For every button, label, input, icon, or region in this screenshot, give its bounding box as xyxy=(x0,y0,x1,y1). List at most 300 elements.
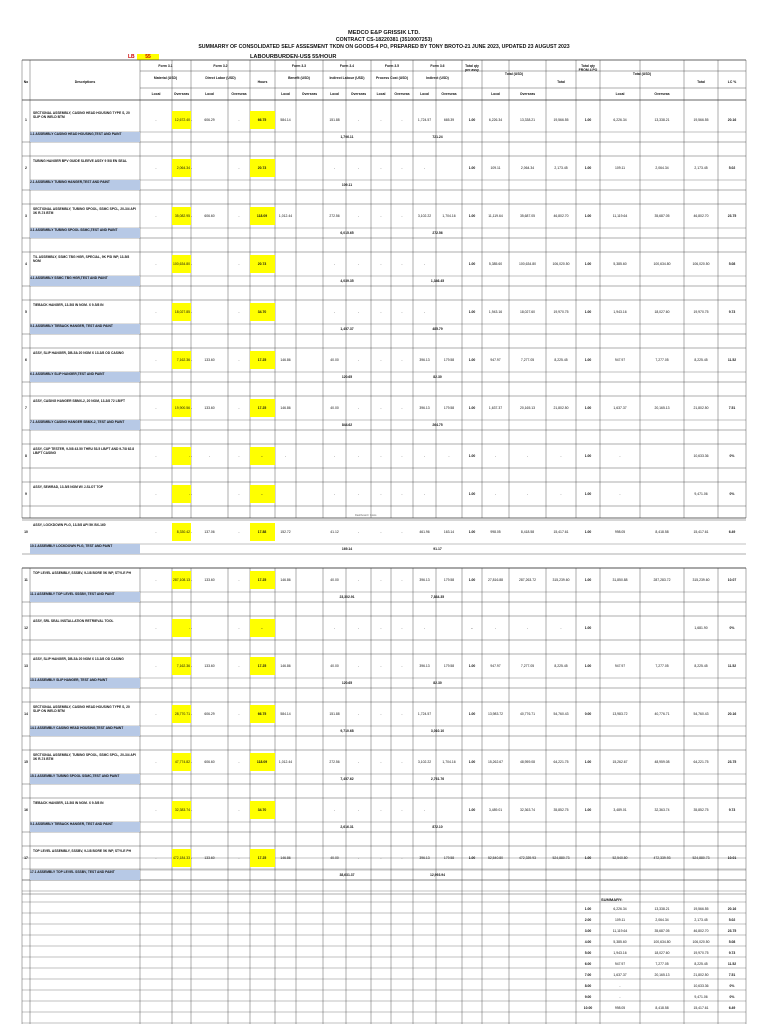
lc-percent: 0% xyxy=(729,626,735,630)
sub-assembly-label: 5.1 ASSEMBLY TIEBACK HANGER, TEST AND PAINT xyxy=(30,324,140,334)
total2-local: 52,540.80 xyxy=(612,856,628,860)
indirect-local: 396.13 xyxy=(419,664,430,668)
summary-lc: 23.75 xyxy=(727,929,737,933)
indirect-labor-local: - xyxy=(333,262,336,266)
summary-total: 10,633.36 xyxy=(693,984,709,988)
col-indirect: Indirect (USD) xyxy=(426,76,449,80)
sub-indirect-labor: 6,015.65 xyxy=(340,231,354,235)
total2-value: 315,239.60 xyxy=(692,578,710,582)
material-overseas: 12,672.40 xyxy=(174,118,190,122)
indirect-labor-local: 151.88 xyxy=(329,712,340,716)
process-local: - xyxy=(380,406,382,410)
total-overseas: 13,338.21 xyxy=(519,118,536,122)
col-process-cost: Process Cost (USD) xyxy=(375,76,409,80)
total-qty: 1.00 xyxy=(468,578,476,582)
process-overseas: - xyxy=(401,406,403,410)
total-local: - xyxy=(494,454,497,458)
item-description: TOP LEVEL ASSEMBLY, SSSBV, 9-1/8 BORE 5K WP, STYLE PH xyxy=(33,849,131,853)
sub-indirect: 7,834.35 xyxy=(430,595,445,599)
row-number: 2 xyxy=(25,166,27,170)
sub-assembly-label: 15.1 ASSEMBLY TUBING SPOOL SSMC,TEST AND PAINT xyxy=(30,774,140,784)
col-no: No xyxy=(23,80,29,84)
material-overseas: 35,082.95 xyxy=(174,214,190,218)
total2-overseas: 2,064.34 xyxy=(655,166,669,170)
direct-labor-overseas: - xyxy=(238,808,240,812)
total2-overseas: 7,277.05 xyxy=(655,664,669,668)
total-value: 64,221.75 xyxy=(553,760,569,764)
labour-burden-label: LABOURBURDEN-US$ 55/HOUR xyxy=(250,54,337,60)
process-local: - xyxy=(380,454,382,458)
total-local: 947.97 xyxy=(490,358,501,362)
total-qty-po: 1.00 xyxy=(584,118,592,122)
hours: 17.25 xyxy=(257,664,267,668)
col-descriptions: Descriptions xyxy=(74,80,96,84)
total-value: 19,970.75 xyxy=(553,310,569,314)
col-lc-pct: LC % xyxy=(727,80,737,84)
item-description: ASSY, SRL SEAL INSTALLATION RETRIEVAL TOOL xyxy=(33,619,114,623)
total-qty-po: 1.00 xyxy=(584,492,592,496)
process-local: - xyxy=(380,578,382,582)
total-local: 109.11 xyxy=(490,166,501,170)
overseas-header: Overseas xyxy=(441,92,457,96)
total2-local: 13,983.72 xyxy=(612,712,628,716)
indirect-labor-local: - xyxy=(333,454,336,458)
row-number: 14 xyxy=(24,712,28,716)
indirect-labor-local: 151.88 xyxy=(329,118,340,122)
indirect-overseas: 163.14 xyxy=(443,530,455,534)
sub-indirect: 82.30 xyxy=(433,681,442,685)
total-local: 27,816.88 xyxy=(487,578,504,582)
hours: - xyxy=(261,626,263,630)
total-local: - xyxy=(494,492,497,496)
process-overseas: - xyxy=(401,358,403,362)
row-number: 4 xyxy=(25,262,27,266)
sub-indirect-labor: 2,616.31 xyxy=(340,825,354,829)
col-form32: Form 3.2 xyxy=(213,64,228,68)
local-header: Local xyxy=(151,92,161,96)
lc-percent: 9.73 xyxy=(728,310,736,314)
indirect-overseas: 179.58 xyxy=(443,358,455,362)
item-description: TOP LEVEL ASSEMBLY, SSSBV, 9-1/8 BORE 5K WP, STYLE PH xyxy=(33,571,131,575)
overseas-header: Overseas xyxy=(173,92,190,96)
total2-local: 1,943.16 xyxy=(613,310,627,314)
sub-indirect: 82.30 xyxy=(433,375,442,379)
summary-lc: 7.51 xyxy=(728,973,736,977)
total-value: 21,802.50 xyxy=(553,406,569,410)
local-header: Local xyxy=(420,92,429,96)
col-total-qty: Total qty per assy xyxy=(465,64,479,72)
sub-indirect: 721.24 xyxy=(432,135,443,139)
material-local: - xyxy=(155,214,157,218)
item-description: SECTIONAL ASSEMBLY, TUBING SPOOL, SSMC SPCL, 20-3/4 API 3K R-74 BTM xyxy=(33,753,136,761)
hours: 20.73 xyxy=(257,166,267,170)
material-local: - xyxy=(155,808,157,812)
process-local: - xyxy=(380,664,382,668)
indirect-labor-overseas: - xyxy=(357,492,360,496)
hours: - xyxy=(261,454,263,458)
summary-overseas: 2,064.34 xyxy=(655,918,669,922)
lc-percent: 5.02 xyxy=(728,166,736,170)
indirect-labor-local: - xyxy=(333,808,336,812)
total-qty-po: 1.00 xyxy=(584,856,592,860)
total2-local: 947.97 xyxy=(614,664,626,668)
overseas-header: Overseas xyxy=(231,92,247,96)
total2-local: 3,489.01 xyxy=(613,808,627,812)
total-local: 15,262.67 xyxy=(487,760,504,764)
process-local: - xyxy=(380,358,382,362)
total2-overseas: 35,687.05 xyxy=(654,214,670,218)
lc-percent: 11.52 xyxy=(727,664,737,668)
col-total-qty-po: Total qty FROM 4 PO xyxy=(578,64,598,72)
indirect-overseas: 665.39 xyxy=(443,118,455,122)
total-qty: 1.00 xyxy=(468,856,476,860)
indirect-labor-overseas: - xyxy=(357,578,360,582)
item-description: T/L ASSEMBLY, SSMC TBG HGR, SPECIAL, 9K PSI WP, 13-5/8 NOM xyxy=(33,255,130,263)
total-qty: 1.00 xyxy=(468,530,476,534)
total2-value: 46,802.70 xyxy=(693,214,709,218)
sub-assembly-label: 1.1 ASSEMBLY CASING HEAD HOUSING,TEST AND PAINT xyxy=(30,132,140,142)
col-form34: Form 3.4 xyxy=(339,64,355,68)
summary-index: 9.00 xyxy=(584,995,592,999)
indirect-overseas: 1,704.16 xyxy=(442,760,456,764)
material-overseas: 2,064.34 xyxy=(176,166,190,170)
material-local: - xyxy=(155,578,157,582)
total-value: 315,239.60 xyxy=(552,578,570,582)
benefit-local: 146.86 xyxy=(280,856,291,860)
total2-overseas: 100,634.80 xyxy=(653,262,671,266)
process-overseas: - xyxy=(401,118,403,122)
material-overseas: 287,108.13 xyxy=(173,578,190,582)
ls-code: LB xyxy=(128,54,135,60)
total-overseas: 18,027.60 xyxy=(519,310,536,314)
item-description: SECTIONAL ASSEMBLY, TUBING SPOOL, SSMC SPCL, 20-3/4 API 3K R-74 BTM xyxy=(33,207,136,215)
sub-indirect-labor: 38,631.37 xyxy=(339,873,355,877)
summary-lc: 20.16 xyxy=(727,907,737,911)
item-description: ASSY, SEWRAD, 13-5/8 NOM W/ J-SLOT TOP xyxy=(33,485,104,489)
total-local: - xyxy=(494,626,497,630)
hours: 118.09 xyxy=(256,214,268,218)
summary-total: 8,225.45 xyxy=(694,962,708,966)
indirect-labor-overseas: - xyxy=(357,626,360,630)
col-form35: Form 3.5 xyxy=(384,64,400,68)
total2-local: 6,226.34 xyxy=(613,118,627,122)
direct-labor-overseas: - xyxy=(238,406,240,410)
overseas-header: Overseas xyxy=(301,92,318,96)
indirect-labor-overseas: - xyxy=(357,808,360,812)
total2-overseas: 8,418.58 xyxy=(655,530,669,534)
material-local: - xyxy=(155,626,157,630)
overseas-header: Overseas xyxy=(654,92,670,96)
total-qty-po: 1.00 xyxy=(584,578,592,582)
process-overseas: - xyxy=(401,712,403,716)
item-description: ASSY, LOCKDOWN PLG, 13-5/8 API 5K BX-160 xyxy=(33,523,106,527)
overseas-header: Overseas xyxy=(394,92,410,96)
sub-assembly-label: 11.1 ASSEMBLY TOP LEVEL SSSBV, TEST AND PAINT xyxy=(30,592,140,602)
material-overseas: - xyxy=(188,454,190,458)
material-local: - xyxy=(155,530,157,534)
lc-percent: 7.51 xyxy=(728,406,736,410)
total2-overseas: 7,277.05 xyxy=(655,358,669,362)
total-qty: 1.00 xyxy=(468,166,476,170)
total-local: 947.97 xyxy=(490,664,501,668)
total2-overseas: 287,283.72 xyxy=(653,578,671,582)
direct-labor-overseas: - xyxy=(238,214,240,218)
total-qty-po: 1.00 xyxy=(584,664,592,668)
indirect-labor-local: - xyxy=(333,166,336,170)
total-overseas: - xyxy=(526,626,529,630)
hours: - xyxy=(261,492,263,496)
row-number: 10 xyxy=(24,530,28,534)
total-value: - xyxy=(560,454,562,458)
summary-lc: 5.02 xyxy=(728,918,736,922)
sub-indirect: 485.79 xyxy=(432,327,443,331)
material-local: - xyxy=(155,856,157,860)
lc-percent: 0% xyxy=(729,454,735,458)
total-qty: 1.00 xyxy=(468,492,476,496)
total-overseas: 2,064.34 xyxy=(520,166,535,170)
process-overseas: - xyxy=(401,760,403,764)
summary-local: - xyxy=(619,984,621,988)
total-value: 524,880.73 xyxy=(552,856,570,860)
process-local: - xyxy=(380,166,382,170)
total-value: 8,225.45 xyxy=(554,664,568,668)
sub-assembly-label: 10.1 ASSEMBLY LOCKDOWN PLG, TEST AND PAINT xyxy=(30,544,140,554)
col-form36: Form 3.6 xyxy=(430,64,445,68)
row-number: 3 xyxy=(25,214,27,218)
indirect-local: 3,102.22 xyxy=(417,760,432,764)
col-total2: Total xyxy=(697,80,705,84)
sub-indirect: 272.56 xyxy=(432,231,443,235)
total-qty-po: 1.00 xyxy=(584,530,592,534)
indirect-labor-local: - xyxy=(333,310,336,314)
process-local: - xyxy=(380,118,382,122)
indirect-labor-local: 40.00 xyxy=(330,578,339,582)
hours: 34.70 xyxy=(257,808,267,812)
total-overseas: 40,776.71 xyxy=(519,712,536,716)
total-value: 8,225.45 xyxy=(554,358,568,362)
total-local: 6,226.34 xyxy=(488,118,503,122)
material-overseas: 7,162.36 xyxy=(176,664,190,668)
total-local: 1,637.37 xyxy=(488,406,503,410)
total-local: 1,943.16 xyxy=(488,310,503,314)
local-header: Local xyxy=(205,92,214,96)
total2-local: 1,637.37 xyxy=(613,406,627,410)
total-qty-po: 1.00 xyxy=(584,406,592,410)
total-qty-po: 1.00 xyxy=(584,214,592,218)
local-header: Local xyxy=(376,92,386,96)
process-local: - xyxy=(380,262,382,266)
total-qty-po: 1.00 xyxy=(584,166,592,170)
local-header: Local xyxy=(615,92,625,96)
total-qty: 1.00 xyxy=(468,310,476,314)
sub-indirect-labor: 4,039.35 xyxy=(340,279,354,283)
process-overseas: - xyxy=(401,808,403,812)
total-local: 5,385.60 xyxy=(488,262,503,266)
total2-value: 2,173.45 xyxy=(694,166,708,170)
total-overseas: 7,277.05 xyxy=(520,358,535,362)
overseas-header: Overseas xyxy=(519,92,536,96)
summary-index: 8.00 xyxy=(584,984,592,988)
summary-local: 998.05 xyxy=(614,1006,626,1010)
indirect-local: - xyxy=(423,262,426,266)
material-local: - xyxy=(155,166,157,170)
material-overseas: 32,383.74 xyxy=(174,808,190,812)
lc-percent: 10.07 xyxy=(727,578,737,582)
total2-overseas: 40,776.71 xyxy=(654,712,670,716)
direct-labor-local: - xyxy=(208,454,211,458)
process-overseas: - xyxy=(401,626,403,630)
process-overseas: - xyxy=(401,856,403,860)
indirect-labor-overseas: - xyxy=(357,712,360,716)
total-qty: 1.00 xyxy=(468,262,476,266)
total-value: 46,802.70 xyxy=(553,214,569,218)
total-value: - xyxy=(560,492,562,496)
indirect-local: - xyxy=(423,166,426,170)
indirect-local: 396.13 xyxy=(419,406,430,410)
direct-labor-local: 133.60 xyxy=(204,406,215,410)
total2-value: 35,852.75 xyxy=(693,808,709,812)
lc-percent: 23.75 xyxy=(727,214,737,218)
total-value: 106,020.50 xyxy=(552,262,570,266)
total-qty: 1.00 xyxy=(468,712,476,716)
lc-percent: 11.52 xyxy=(727,358,737,362)
material-overseas: 8,330.42 xyxy=(176,530,190,534)
material-local: - xyxy=(155,262,157,266)
indirect-local: - xyxy=(423,454,426,458)
material-overseas: 28,770.71 xyxy=(174,712,190,716)
lc-percent: 9.73 xyxy=(728,808,736,812)
row-number: 17 xyxy=(24,856,28,860)
total-overseas: 32,363.74 xyxy=(519,808,536,812)
local-header: Local xyxy=(330,92,339,96)
indirect-overseas: 1,704.16 xyxy=(442,214,456,218)
material-local: - xyxy=(155,118,157,122)
total-qty-po: 1.00 xyxy=(584,626,592,630)
summary-index: 7.00 xyxy=(584,973,592,977)
indirect-overseas: 179.58 xyxy=(443,406,455,410)
direct-labor-local: 133.60 xyxy=(204,578,215,582)
sub-indirect: 3,010.10 xyxy=(430,729,445,733)
sub-indirect-labor: 109.11 xyxy=(341,183,353,187)
indirect-labor-overseas: - xyxy=(357,760,360,764)
summary-local: 947.97 xyxy=(614,962,626,966)
total2-value: 8,225.45 xyxy=(694,664,708,668)
total2-overseas: 48,959.08 xyxy=(654,760,670,764)
hours: 17.25 xyxy=(257,406,267,410)
col-hours: Hours xyxy=(257,80,268,84)
indirect-labor-local: 40.00 xyxy=(330,358,339,362)
total2-local: 31,850.88 xyxy=(612,578,628,582)
total2-overseas: 18,027.60 xyxy=(654,310,670,314)
total-qty-po: 1.00 xyxy=(584,310,592,314)
hours: 118.09 xyxy=(256,760,268,764)
direct-labor-local: 133.60 xyxy=(204,358,215,362)
indirect-labor-overseas: - xyxy=(357,358,360,362)
direct-labor-overseas: - xyxy=(238,712,240,716)
indirect-overseas: 179.58 xyxy=(443,856,455,860)
benefit-local: - xyxy=(284,454,287,458)
material-overseas: 7,162.36 xyxy=(176,358,190,362)
hours: 17.25 xyxy=(257,856,267,860)
direct-labor-overseas: - xyxy=(238,856,240,860)
indirect-local: 396.13 xyxy=(419,856,430,860)
direct-labor-overseas: - xyxy=(238,118,240,122)
summary-lc: 0% xyxy=(729,995,735,999)
summary-overseas: 8,418.58 xyxy=(655,1006,669,1010)
total-qty-po: 1.00 xyxy=(584,358,592,362)
direct-labor-local: 137.06 xyxy=(204,530,215,534)
summary-overseas: 7,277.05 xyxy=(655,962,669,966)
direct-labor-overseas: - xyxy=(238,760,240,764)
lc-percent: 20.16 xyxy=(727,118,737,122)
total2-value: 9,471.06 xyxy=(694,492,708,496)
item-description: SECTIONAL ASSEMBLY, CASING HEAD HOUSING TYPE S, 20 SLIP ON WELD BTM xyxy=(33,111,130,119)
col-total: Total xyxy=(557,80,565,84)
indirect-labor-overseas: - xyxy=(357,214,360,218)
summary-total: 9,471.06 xyxy=(694,995,708,999)
item-description: ASSY, CASING HANGER SBMX-2, 20 NOM, 13-3/8 72 LB/FT xyxy=(33,399,125,403)
summary-lc: 5.08 xyxy=(728,940,736,944)
benefit-local: 152.72 xyxy=(280,530,291,534)
total-qty: - xyxy=(471,626,473,630)
material-local: - xyxy=(155,492,157,496)
process-local: - xyxy=(380,214,382,218)
total-value: 54,760.43 xyxy=(553,712,569,716)
indirect-local: - xyxy=(423,626,426,630)
overseas-header: Overseas xyxy=(350,92,367,96)
indirect-labor-overseas: - xyxy=(357,454,360,458)
indirect-labor-local: 40.00 xyxy=(330,856,339,860)
total2-value: 64,221.75 xyxy=(693,760,709,764)
process-local: - xyxy=(380,856,382,860)
summary-overseas: 20,165.13 xyxy=(654,973,670,977)
summary-local: 1,943.16 xyxy=(613,951,627,955)
hours: 66.75 xyxy=(257,118,267,122)
total-qty: 1.00 xyxy=(468,214,476,218)
total-qty: 1.00 xyxy=(468,808,476,812)
hours: 17.88 xyxy=(257,530,267,534)
direct-labor-overseas: - xyxy=(238,492,240,496)
benefit-local: 584.14 xyxy=(280,118,291,122)
summary-title: SUMMARRY OF CONSOLIDATED SELF ASSESMENT TKDN ON GOODS-4 PO, PREPARED BY TONY BROTO-21 JUNE 2023, UPDATED 23 AUGUST 2023 xyxy=(198,44,570,50)
indirect-labor-overseas: - xyxy=(357,856,360,860)
item-description: ASSY, SLIP HANGER, DB-5A 20 NOM X 13-3/8 OD CASING xyxy=(33,351,124,355)
item-description: ASSY, SLIP HANGER, DB-5A 20 NOM X 13-3/8 OD CASING xyxy=(33,657,124,661)
lc-percent: 10.01 xyxy=(727,856,737,860)
total-overseas: 472,339.93 xyxy=(519,856,536,860)
summary-overseas: 35,687.05 xyxy=(654,929,670,933)
direct-labor-overseas: - xyxy=(238,310,240,314)
direct-labor-local: 133.60 xyxy=(204,664,215,668)
total-qty-po: 0.00 xyxy=(584,712,592,716)
sub-assembly-label: 3.1 ASSEMBLY TUBING SPOOL SSMC,TEST AND PAINT xyxy=(30,228,140,238)
summary-index: 4.00 xyxy=(584,940,592,944)
indirect-labor-local: - xyxy=(333,626,336,630)
summary-overseas: 18,027.60 xyxy=(654,951,670,955)
indirect-local: - xyxy=(423,492,426,496)
material-local: - xyxy=(155,664,157,668)
total2-value: 524,880.73 xyxy=(692,856,710,860)
total-overseas: 7,277.05 xyxy=(520,664,535,668)
material-overseas: - xyxy=(188,492,190,496)
benefit-local: 146.86 xyxy=(280,578,291,582)
lc-percent: 20.16 xyxy=(727,712,737,716)
lc-percent: 23.75 xyxy=(727,760,737,764)
total-local: 13,983.72 xyxy=(487,712,504,716)
total2-overseas: 472,339.93 xyxy=(653,856,671,860)
indirect-local: - xyxy=(423,310,426,314)
item-description: TUBING HANGER BPV GUIDE SLEEVE ASSY 9 5/8 EN SEAL xyxy=(33,159,127,163)
